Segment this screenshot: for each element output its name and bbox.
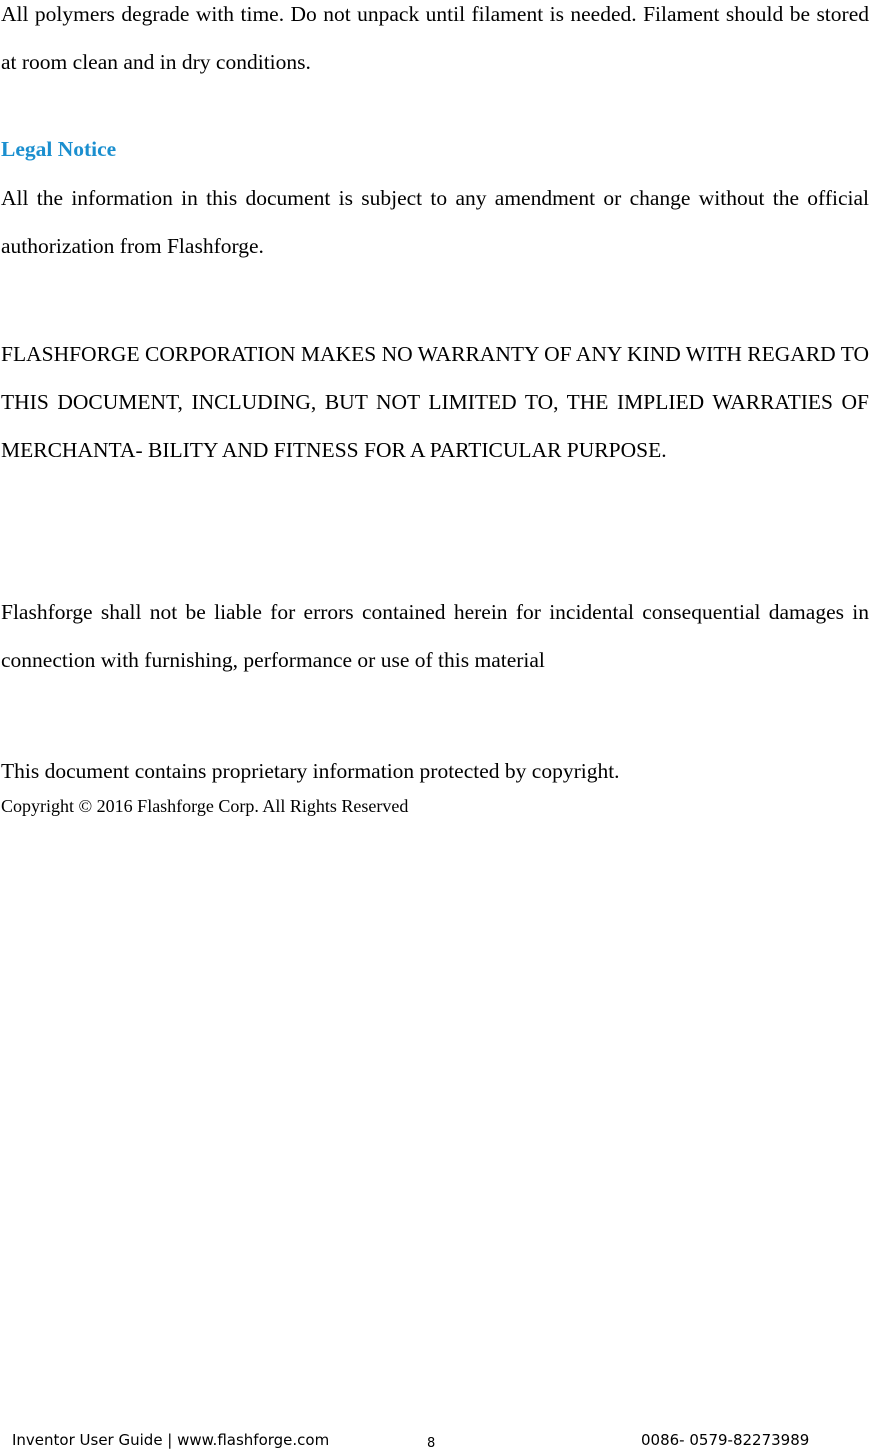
footer-guide-title: Inventor User Guide | www.flashforge.com bbox=[12, 1431, 330, 1449]
storage-paragraph: All polymers degrade with time. Do not unpack until filament is needed. Filament should be stored at room clean and in dry conditions. bbox=[1, 2, 869, 74]
legal-notice-heading: Legal Notice bbox=[1, 137, 117, 161]
amendment-paragraph: All the information in this document is subject to any amendment or change without the official authorization from Flashforge. bbox=[1, 186, 869, 258]
footer-page-number: 8 bbox=[427, 1436, 436, 1451]
footer-phone: 0086- 0579-82273989 bbox=[641, 1431, 810, 1449]
warranty-paragraph: FLASHFORGE CORPORATION MAKES NO WARRANTY OF ANY KIND WITH REGARD TO THIS DOCUMENT, INCLUDING, BUT NOT LIMITED TO, THE IMPLIED WARRATIES OF MERCHANTA- BILITY AND FITNESS FOR A PARTICULAR PURPOSE. bbox=[1, 342, 869, 462]
copyright-line: Copyright © 2016 Flashforge Corp. All Rights Reserved bbox=[1, 796, 409, 816]
liability-paragraph: Flashforge shall not be liable for errors contained herein for incidental consequential damages in connection with furnishing, performance or use of this material bbox=[1, 600, 869, 672]
proprietary-paragraph: This document contains proprietary information protected by copyright. bbox=[1, 759, 620, 783]
page-footer bbox=[0, 1428, 871, 1452]
